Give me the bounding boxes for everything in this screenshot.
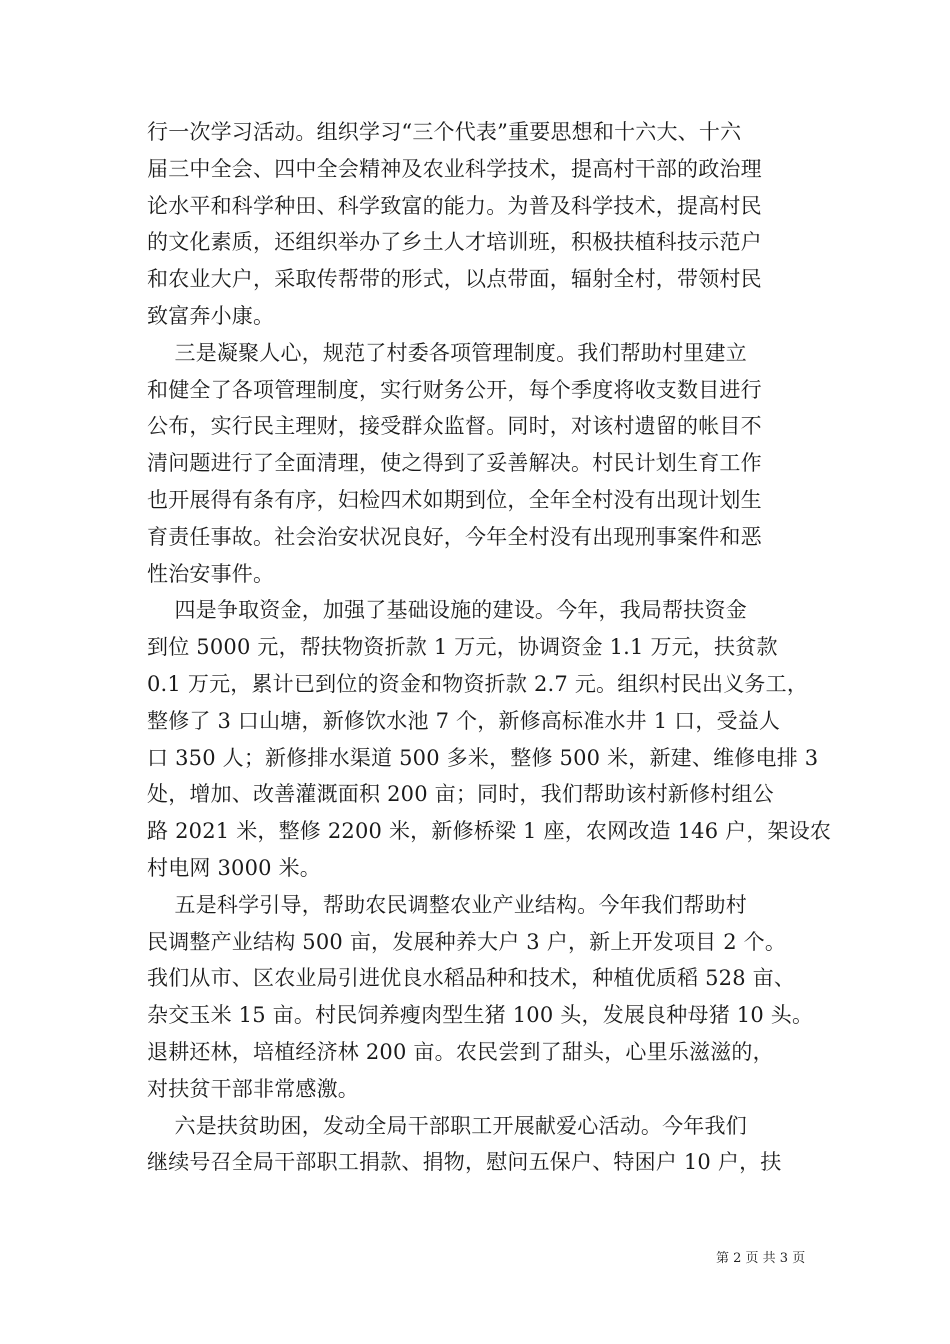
- text-line: 公布，实行民主理财，接受群众监督。同时，对该村遗留的帐目不: [147, 414, 762, 439]
- text-line: 五是科学引导，帮助农民调整农业产业结构。今年我们帮助村: [147, 892, 747, 917]
- text-line: 杂交玉米 15 亩。村民饲养瘦肉型生猪 100 头，发展良种母猪 10 头。: [147, 1003, 814, 1028]
- page-number-footer: 第 2 页 共 3 页: [716, 1251, 806, 1266]
- text-line: 的文化素质，还组织举办了乡土人才培训班，积极扶植科技示范户: [147, 230, 762, 255]
- text-line: 清问题进行了全面清理，使之得到了妥善解决。村民计划生育工作: [147, 451, 762, 476]
- text-line: 路 2021 米，整修 2200 米，新修桥梁 1 座，农网改造 146 户，架设农: [147, 819, 832, 844]
- text-line: 对扶贫干部非常感激。: [147, 1076, 359, 1101]
- text-line: 继续号召全局干部职工捐款、捐物，慰问五保户、特困户 10 户，扶: [147, 1150, 782, 1175]
- text-line: 到位 5000 元，帮扶物资折款 1 万元，协调资金 1.1 万元，扶贫款: [147, 635, 778, 660]
- text-line: 我们从市、区农业局引进优良水稻品种和技术，种植优质稻 528 亩、: [147, 966, 796, 991]
- text-line: 届三中全会、四中全会精神及农业科学技术，提高村干部的政治理: [147, 156, 762, 181]
- text-line: 口 350 人；新修排水渠道 500 多米，整修 500 米，新建、维修电排 3: [147, 745, 819, 770]
- text-line: 四是争取资金，加强了基础设施的建设。今年，我局帮扶资金: [147, 598, 747, 623]
- text-line: 育责任事故。社会治安状况良好，今年全村没有出现刑事案件和恶: [147, 524, 762, 549]
- text-line: 民调整产业结构 500 亩，发展种养大户 3 户，新上开发项目 2 个。: [147, 929, 787, 954]
- text-line: 三是凝聚人心，规范了村委各项管理制度。我们帮助村里建立: [147, 340, 747, 365]
- text-line: 六是扶贫助困，发动全局干部职工开展献爱心活动。今年我们: [147, 1113, 747, 1138]
- text-line: 致富奔小康。: [147, 303, 275, 328]
- text-line: 行一次学习活动。组织学习“三个代表”重要思想和十六大、十六: [147, 120, 742, 144]
- text-line: 性治安事件。: [147, 561, 275, 586]
- text-line: 处，增加、改善灌溉面积 200 亩；同时，我们帮助该村新修村组公: [147, 782, 774, 807]
- text-line: 村电网 3000 米。: [147, 855, 321, 880]
- text-line: 和健全了各项管理制度，实行财务公开，每个季度将收支数目进行: [147, 377, 762, 402]
- text-line: 退耕还林，培植经济林 200 亩。农民尝到了甜头，心里乐滋滋的，: [147, 1039, 774, 1064]
- text-line: 0.1 万元，累计已到位的资金和物资折款 2.7 元。组织村民出义务工，: [147, 671, 809, 696]
- text-line: 和农业大户，采取传帮带的形式，以点带面，辐射全村，带领村民: [147, 267, 762, 292]
- text-line: 也开展得有条有序，妇检四术如期到位，全年全村没有出现计划生: [147, 487, 762, 512]
- text-line: 整修了 3 口山塘，新修饮水池 7 个，新修高标准水井 1 口，受益人: [147, 708, 781, 733]
- text-line: 论水平和科学种田、科学致富的能力。为普及科学技术，提高村民: [147, 193, 762, 218]
- document-body: [147, 114, 832, 1181]
